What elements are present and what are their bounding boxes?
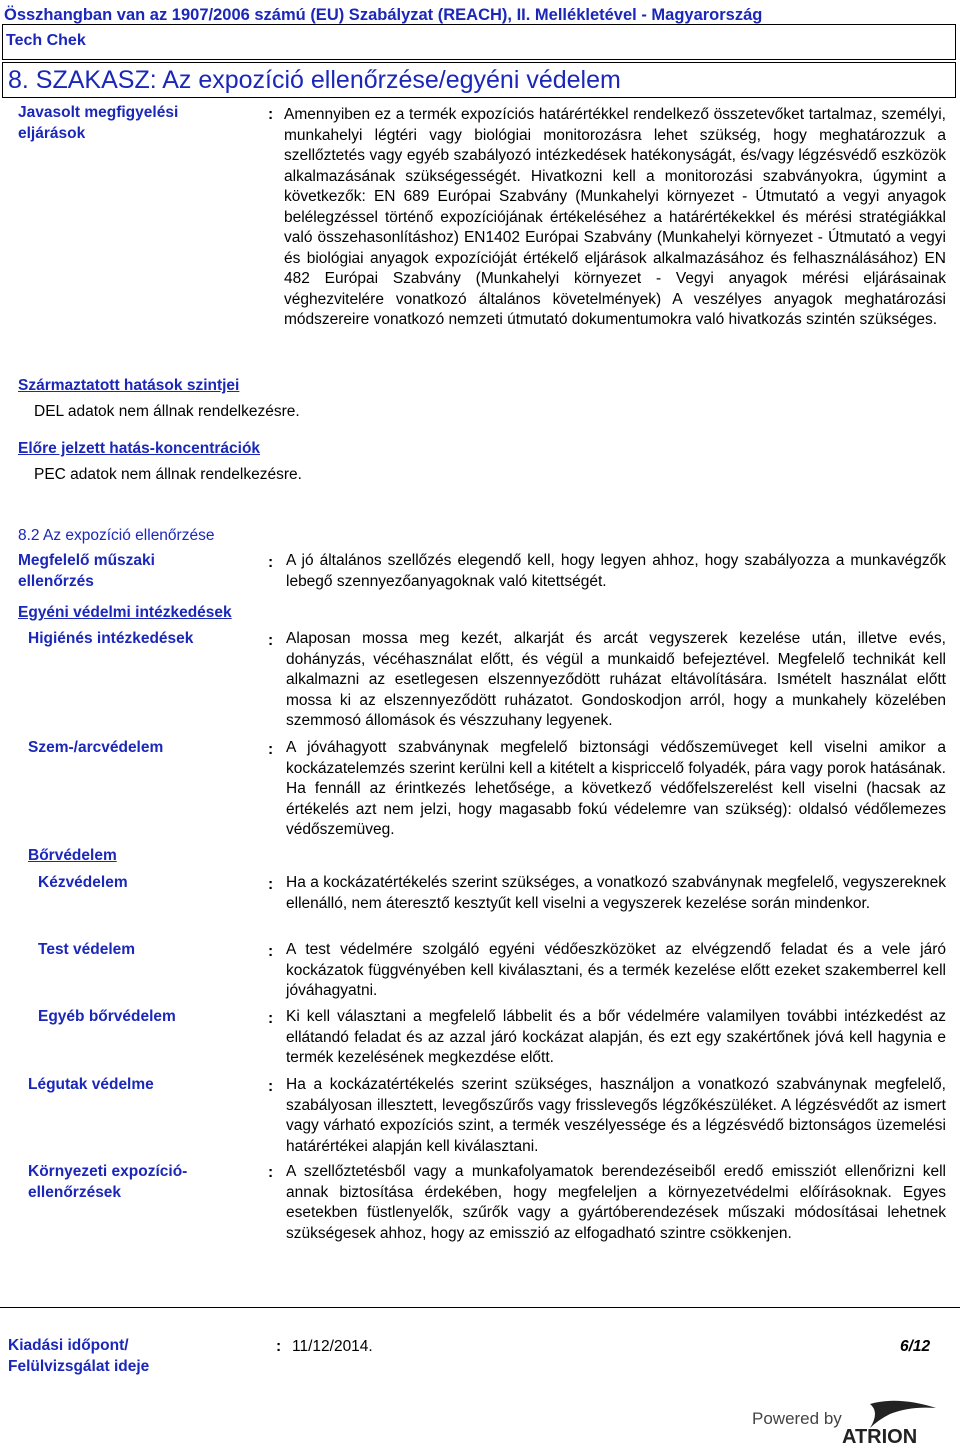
environmental-colon: : bbox=[268, 1164, 274, 1181]
other-skin-protection-label: Egyéb bőrvédelem bbox=[38, 1008, 176, 1025]
ppe-heading: Egyéni védelmi intézkedések bbox=[18, 604, 232, 621]
body-colon: : bbox=[268, 943, 274, 960]
respiratory-colon: : bbox=[268, 1078, 274, 1095]
revision-date-label: Kiadási időpont/ Felülvizsgálat ideje bbox=[8, 1337, 150, 1375]
atrion-logo-icon bbox=[840, 1398, 956, 1446]
monitoring-label: Javasolt megfigyelési eljárások bbox=[18, 104, 179, 142]
respiratory-protection-label: Légutak védelme bbox=[28, 1076, 154, 1093]
hygiene-text: Alaposan mossa meg kezét, alkarját és arcát vegyszerek kezelése után, illetve evés, dohányzás, vécéhasználat előtt, és végül a munkaidő befejeztével. Megfelelő technikát kell alkalmazni az esetlegesen elszennyeződött ruházat eltávolítására. Ismételt használat előtt mossa ki az elszennyeződött ruházatot. Gondoskodjon arról, hogy a munkahely közelében szemmosó állomások és vészzuhany legyenek. bbox=[286, 630, 946, 729]
hand-protection-label: Kézvédelem bbox=[38, 874, 128, 891]
pnec-text: PEC adatok nem állnak rendelkezésre. bbox=[34, 466, 302, 483]
exposure-controls-heading: 8.2 Az expozíció ellenőrzése bbox=[18, 527, 215, 544]
eye-colon: : bbox=[268, 741, 274, 758]
powered-by-text: Powered by bbox=[752, 1409, 842, 1428]
product-name: Tech Chek bbox=[6, 32, 86, 49]
hygiene-colon: : bbox=[268, 632, 274, 649]
hygiene-label: Higiénés intézkedések bbox=[28, 630, 194, 647]
revision-colon: : bbox=[276, 1338, 282, 1355]
eye-protection-label: Szem-/arcvédelem bbox=[28, 739, 164, 756]
page-number: 6/12 bbox=[900, 1338, 931, 1355]
atrion-logo-text: ATRION bbox=[842, 1426, 918, 1446]
atrion-logo bbox=[840, 1398, 956, 1449]
environmental-controls-label: Környezeti expozíció-ellenőrzések bbox=[28, 1163, 188, 1201]
product-name-box bbox=[2, 24, 956, 60]
dnel-text: DEL adatok nem állnak rendelkezésre. bbox=[34, 403, 300, 420]
monitoring-text: Amennyiben ez a termék expozíciós határértékkel rendelkező összetevőket tartalmaz, személyi, munkahelyi légtéri vagy biológiai monitorozásra lehet szükség, hogy meghatározzuk a szellőztetés vagy egyéb szabályozó intézkedések hatékonyságát, és/vagy légzésvédő eszközök alkalmazásának szükségességét. Hivatkozni kell a monitorozási szabványokra, úgymint a következők: EN 689 Európai Szabvány (Munkahelyi környezet - Útmutató a vegyi anyagok belélegzéssel történő expozíciójának értékeléséhez a határértékekkel és mérési stratégiákkal való összehasonlításhoz) EN1402 Európai Szabvány (Munkahelyi környezet - Útmutató a vegyi és biológiai anyagok expozícióját értékelő eljárások alkalmazásához és felhasználásához) EN 482 Európai Szabvány (Munkahelyi környezet - Vegyi anyagok mérési eljárásainak véghezvitelére vonatkozó általános követelmények) A veszélyes anyagok meghatározási módszereire vonatkozó nemzeti útmutató dokumentumokra való hivatkozás szintén szükséges. bbox=[284, 106, 946, 328]
footer-divider bbox=[0, 1307, 960, 1308]
dnel-label: Származtatott hatások szintjei bbox=[18, 377, 240, 394]
engineering-colon: : bbox=[268, 554, 274, 571]
pnec-label: Előre jelzett hatás-koncentrációk bbox=[18, 440, 261, 457]
skin-protection-heading: Bőrvédelem bbox=[28, 847, 117, 864]
hand-colon: : bbox=[268, 876, 274, 893]
environmental-controls-text: A szellőztetésből vagy a munkafolyamatok berendezéseiből eredő emissziót ellenőrizni kell annak biztosítása érdekében, hogy megfeleljen a környezetvédelmi előírásoknak. Egyes esetekben füstlenyelők, szűrők vagy a gyártóberendezések műszaki módosításai lehetnek szükségesek ahhoz, hogy az emisszió az elfogadható szintre csökkenjen. bbox=[286, 1163, 946, 1242]
engineering-controls-text: A jó általános szellőzés elegendő kell, hogy legyen ahhoz, hogy szabályozza a munkavégzők lebegő szennyezőanyagoknak való kitettségét. bbox=[286, 552, 946, 590]
hand-protection-text: Ha a kockázatértékelés szerint szükséges, a vonatkozó szabványnak megfelelő, vegyszereknek ellenálló, nem áteresztő kesztyűt kell viselni a vegyszerek kezelése során mindenkor. bbox=[286, 874, 946, 912]
section-title: 8. SZAKASZ: Az expozíció ellenőrzése/egyéni védelem bbox=[8, 66, 621, 94]
body-protection-label: Test védelem bbox=[38, 941, 136, 958]
body-protection-text: A test védelmére szolgáló egyéni védőeszközöket az elvégzendő feladat és a vele járó kockázatok függvényében kell kiválasztani, és a termék kezelése előtt ezeket szakemberrel kell jóváhagyatni. bbox=[286, 941, 946, 999]
eye-protection-text: A jóváhagyott szabványnak megfelelő biztonsági védőszemüveget kell viselni amikor a kockázatelemzés szerint kerülni kell a kitételt a kispriccelő folyadék, pára vagy porok hatásának. Ha fennáll az érintkezés lehetősége, a következő védőfelszerelést kell viselni (hacsak az értékelés azt nem jelzi, hogy magasabb fokú védelemre van szükség): oldalsó védőlemezes védőszemüveg. bbox=[286, 739, 946, 838]
document-header-title: Összhangban van az 1907/2006 számú (EU) Szabályzat (REACH), II. Mellékletével - Magyarország bbox=[4, 6, 763, 24]
other-skin-colon: : bbox=[268, 1010, 274, 1027]
monitoring-colon: : bbox=[268, 106, 274, 123]
respiratory-protection-text: Ha a kockázatértékelés szerint szükséges, használjon a vonatkozó szabványnak megfelelő, szabályosan illesztett, levegőszűrős vagy frisslevegős légzőkészüléket. A légzésvédőt az ismert vagy várható expozíciós szint, a termék veszélyessége és a légzésvédő biztonságos üzemelési határértékei alapján kell kiválasztani. bbox=[286, 1076, 946, 1155]
other-skin-protection-text: Ki kell választani a megfelelő lábbelit és a bőr védelmére valamilyen további intézkedést az ellátandó feladat és az azzal járó kockázat alapján, és ezt egy szakértőnek jóvá kell hagynia e termék kezelésének megkezdése előtt. bbox=[286, 1008, 946, 1066]
engineering-controls-label: Megfelelő műszaki ellenőrzés bbox=[18, 552, 155, 590]
revision-date: 11/12/2014. bbox=[292, 1338, 373, 1355]
